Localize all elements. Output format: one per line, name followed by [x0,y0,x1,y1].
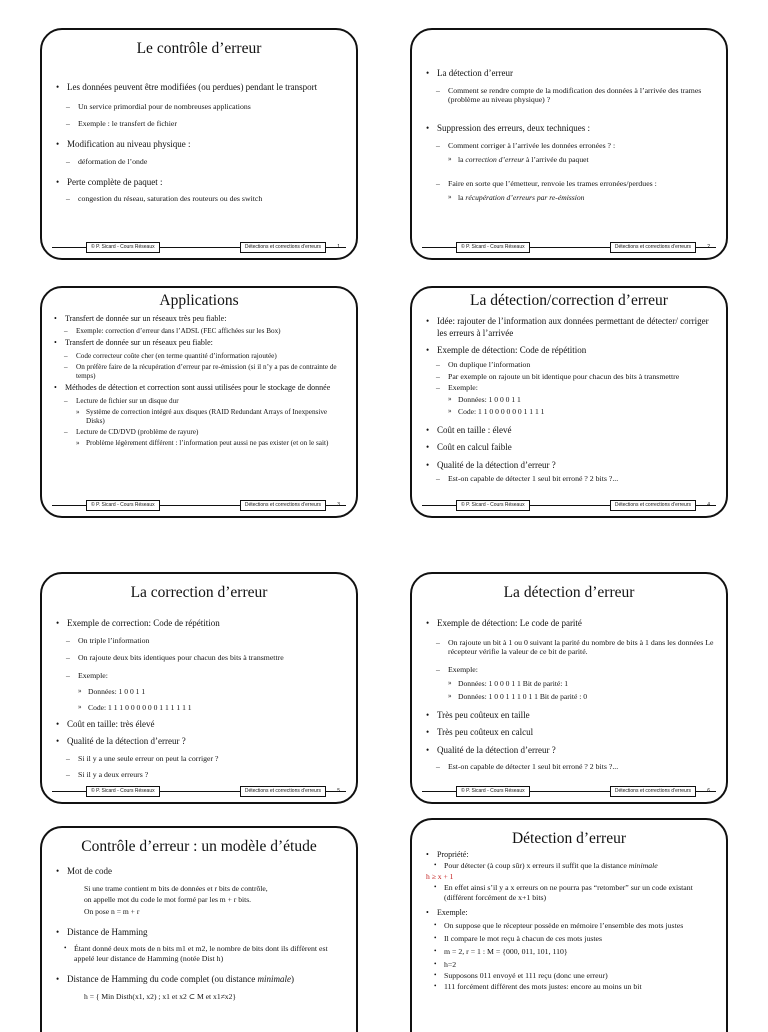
sub-bullet: – congestion du réseau, saturation des routeurs ou des switch [56,194,346,204]
footer-author: © P. Sicard - Cours Réseaux [456,500,530,511]
sub-bullet: – Exemple: correction d’erreur dans l’ADSL (FEC affichées sur les Box) [54,327,346,336]
sub-bullet: • 111 forcément différent des mots justes: encore au moins un bit [426,982,716,992]
sub-bullet: – Exemple: [56,671,346,681]
footer-author: © P. Sicard - Cours Réseaux [86,786,160,797]
text-line: Si une trame contient m bits de données et r bits de contrôle, [84,883,268,893]
sub-sub-bullet: » Code: 1 1 1 0 0 0 0 0 0 1 1 1 1 1 1 [56,703,346,713]
bullet: • Perte complète de paquet : [56,177,346,189]
bullet: • Transfert de donnée sur un réseaux très peu fiable: [54,314,346,324]
sub-bullet: – déformation de l’onde [56,157,346,167]
slide-title: Le contrôle d’erreur [136,40,262,57]
slide-footer [52,500,346,510]
slide-footer [422,500,716,510]
sub-sub-bullet: » Problème légèrement différent : l’information peut aussi ne pas exister (et on le sait) [54,439,346,448]
footer-topic: Détections et corrections d’erreurs [610,786,696,797]
bullet: • Transfert de donnée sur un réseaux peu fiable: [54,338,346,348]
sub-bullet: • Il compare le mot reçu à chacun de ces mots justes [426,934,716,944]
sub-bullet: • m = 2, r = 1 : M = {000, 011, 101, 110} [426,947,716,957]
formula-line: h ≥ x + 1 [426,872,454,882]
slide-8 [410,818,728,1032]
bullet: • Distance de Hamming du code complet (ou distance minimale) [56,974,346,986]
footer-topic: Détections et corrections d’erreurs [240,242,326,253]
sub-bullet: – Est-on capable de détecter 1 seul bit erroné ? 2 bits ?... [426,762,716,772]
footer-author: © P. Sicard - Cours Réseaux [86,242,160,253]
bullet: • Coût en taille : élevé [426,425,716,437]
sub-bullet: • En effet ainsi s’il y a x erreurs on ne pourra pas “retomber” sur un code existant (différent forcément de x+1 bits) [426,883,716,903]
footer-topic: Détections et corrections d’erreurs [610,500,696,511]
sub-bullet: • Pour détecter (à coup sûr) x erreurs il suffit que la distance minimale [426,861,716,871]
bullet: • Coût en calcul faible [426,442,716,454]
sub-bullet: – On triple l’information [56,636,346,646]
slide-title: La détection d’erreur [503,584,635,601]
slide-footer [422,786,716,796]
sub-bullet: • On suppose que le récepteur possède en mémoire l’ensemble des mots justes [426,921,716,931]
bullet: • Modification au niveau physique : [56,139,346,151]
slide-footer [422,242,716,252]
sub-bullet: • h=2 [426,960,716,970]
sub-sub-bullet: » Système de correction intégré aux disques (RAID Redundant Arrays of Inexpensive Disks) [54,408,346,426]
sub-bullet: – Comment corriger à l’arrivée les données erronées ? : [426,141,716,151]
sub-bullet: – Est-on capable de détecter 1 seul bit erroné ? 2 bits ?... [426,474,716,484]
footer-author: © P. Sicard - Cours Réseaux [86,500,160,511]
sub-sub-bullet: » la correction d’erreur à l’arrivée du paquet [426,155,716,165]
slide-1 [40,28,358,260]
bullet: • Exemple de correction: Code de répétition [56,618,346,630]
slide-title: La détection/correction d’erreur [470,292,668,309]
formula-line: h = { Min Disth(x1, x2) ; x1 et x2 ⊂ M et x1≠x2} [84,991,237,1001]
slide-6 [410,572,728,804]
slide-4 [410,286,728,518]
text-line: on appelle mot du code le mot formé par les m + r bits. [84,895,252,905]
bullet: • Très peu coûteux en taille [426,710,716,722]
slide-7 [40,826,358,1032]
sub-bullet: – Exemple : le transfert de fichier [56,119,346,129]
slide-number: 2 [707,244,710,250]
slide-title: Contrôle d’erreur : un modèle d’étude [81,838,317,855]
bullet: • Idée: rajouter de l’information aux données permettant de détecter/ corriger les erreurs à l’arrivée [426,316,716,339]
text-line: On pose n = m + r [84,906,140,916]
sub-bullet: – Par exemple on rajoute un bit identique pour chacun des bits à transmettre [426,372,716,382]
sub-bullet: – Un service primordial pour de nombreuses applications [56,102,346,112]
footer-author: © P. Sicard - Cours Réseaux [456,786,530,797]
sub-sub-bullet: » la récupération d’erreurs par re-émission [426,193,716,203]
footer-topic: Détections et corrections d’erreurs [240,500,326,511]
slide-number: 1 [337,244,340,250]
slide-title: Détection d’erreur [511,830,627,847]
bullet: • Exemple: [426,908,716,918]
bullet: • Les données peuvent être modifiées (ou perdues) pendant le transport [56,82,346,94]
sub-bullet: – Lecture de CD/DVD (problème de rayure) [54,428,346,437]
sub-bullet: – Si il y a une seule erreur on peut la corriger ? [56,754,346,764]
sub-sub-bullet: » Données: 1 0 0 1 1 [56,687,346,697]
bullet: • Distance de Hamming [56,927,346,939]
bullet: • Qualité de la détection d’erreur ? [426,745,716,757]
sub-sub-bullet: » Données: 1 0 0 0 1 1 [426,395,716,405]
sub-bullet: – On rajoute un bit à 1 ou 0 suivant la parité du nombre de bits à 1 dans les données Le récepteur vérifie la valeur de ce bit de parité. [426,638,716,658]
sub-bullet: – Comment se rendre compte de la modification des données à l’arrivée des trames (problème au niveau physique) ? [426,86,716,106]
bullet: • Qualité de la détection d’erreur ? [426,460,716,472]
bullet: • Suppression des erreurs, deux techniques : [426,123,716,135]
sub-bullet: – Exemple: [426,383,716,393]
sub-bullet: • Supposons 011 envoyé et 111 reçu (donc une erreur) [426,971,716,981]
slide-2 [410,28,728,260]
sub-bullet: – Si il y a deux erreurs ? [56,770,346,780]
sub-sub-bullet: » Données: 1 0 0 1 1 1 0 1 1 Bit de parité : 0 [426,692,716,702]
bullet: • Mot de code [56,866,346,878]
sub-bullet: – On préfère faire de la récupération d’erreur par re-émission (si il n’y a pas de contrainte de temps) [54,363,346,381]
bullet: • Propriété: [426,850,716,860]
bullet: • Coût en taille: très élevé [56,719,346,731]
slide-3 [40,286,358,518]
sub-bullet: – Lecture de fichier sur un disque dur [54,397,346,406]
footer-topic: Détections et corrections d’erreurs [610,242,696,253]
sub-bullet: • Étant donné deux mots de n bits m1 et m2, le nombre de bits dont ils diffèrent est appelé leur distance de Hamming (notée Dist h) [56,944,346,964]
footer-topic: Détections et corrections d’erreurs [240,786,326,797]
sub-bullet: – On duplique l’information [426,360,716,370]
slide-5 [40,572,358,804]
sub-bullet: – Faire en sorte que l’émetteur, renvoie les trames erronées/perdues : [426,179,716,189]
bullet: • Méthodes de détection et correction sont aussi utilisées pour le stockage de donnée [54,383,346,393]
bullet: • Exemple de détection: Le code de parité [426,618,716,630]
slide-title: La correction d’erreur [130,584,268,601]
slide-footer [52,242,346,252]
sub-sub-bullet: » Code: 1 1 0 0 0 0 0 0 1 1 1 1 [426,407,716,417]
bullet: • Exemple de détection: Code de répétition [426,345,716,357]
slide-footer [52,786,346,796]
slide-number: 3 [337,502,340,508]
sub-bullet: – Exemple: [426,665,716,675]
bullet: • Très peu coûteux en calcul [426,727,716,739]
bullet: • La détection d’erreur [426,68,716,80]
slide-title: Applications [159,292,239,309]
footer-author: © P. Sicard - Cours Réseaux [456,242,530,253]
sub-bullet: – On rajoute deux bits identiques pour chacun des bits à transmettre [56,653,346,663]
sub-sub-bullet: » Données: 1 0 0 0 1 1 Bit de parité: 1 [426,679,716,689]
bullet: • Qualité de la détection d’erreur ? [56,736,346,748]
slide-number: 4 [707,502,710,508]
sub-bullet: – Code correcteur coûte cher (en terme quantité d’information rajoutée) [54,352,346,361]
slide-number: 6 [707,788,710,794]
slide-number: 5 [337,788,340,794]
